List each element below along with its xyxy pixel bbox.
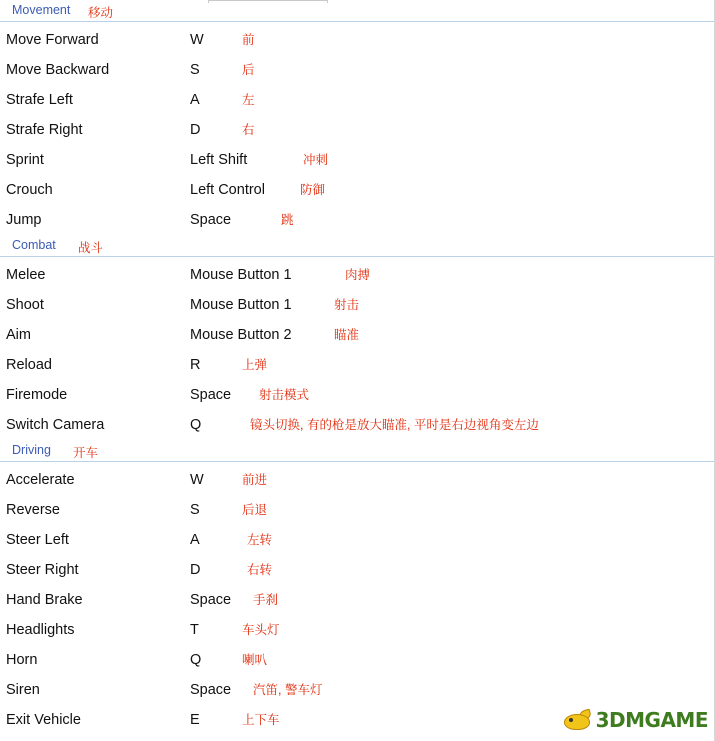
annotation-translation: 防御: [300, 183, 326, 197]
watermark: [562, 703, 708, 737]
keybinding-row[interactable]: [0, 145, 714, 175]
action-label: Sprint: [6, 152, 44, 168]
keybinding-row[interactable]: [0, 320, 714, 350]
keybinding-row[interactable]: [0, 465, 714, 495]
key-binding-value[interactable]: Q: [190, 652, 202, 668]
annotation-translation: 上弹: [242, 358, 268, 372]
keybinding-row[interactable]: [0, 525, 714, 555]
annotation-translation: 射击: [334, 298, 360, 312]
section-title: Movement: [12, 3, 71, 17]
annotation-translation: 前: [242, 33, 255, 47]
annotation-translation: 手刹: [253, 593, 279, 607]
keybinding-row[interactable]: [0, 350, 714, 380]
action-label: Hand Brake: [6, 592, 83, 608]
keybinding-row[interactable]: [0, 380, 714, 410]
key-binding-value[interactable]: Space: [190, 682, 232, 698]
action-label: Aim: [6, 327, 31, 343]
key-binding-value[interactable]: W: [190, 32, 204, 48]
section-divider: [0, 461, 714, 462]
annotation-translation: 前进: [242, 473, 268, 487]
keybinding-section: [0, 0, 714, 235]
action-label: Steer Left: [6, 532, 69, 548]
annotation-translation: 车头灯: [242, 623, 280, 637]
action-label: Shoot: [6, 297, 44, 313]
key-binding-value[interactable]: D: [190, 122, 201, 138]
key-binding-value[interactable]: Mouse Button 1: [190, 267, 292, 283]
fish-logo-icon: [562, 708, 592, 732]
annotation-translation: 肉搏: [345, 268, 371, 282]
annotation-translation: 后退: [242, 503, 268, 517]
annotation-translation: 右转: [247, 563, 273, 577]
keybinding-row[interactable]: [0, 175, 714, 205]
key-binding-value[interactable]: Mouse Button 2: [190, 327, 292, 343]
keybinding-row[interactable]: [0, 205, 714, 235]
keybinding-row[interactable]: [0, 55, 714, 85]
key-binding-value[interactable]: W: [190, 472, 204, 488]
annotation-translation: 汽笛, 警车灯: [253, 683, 323, 697]
section-title-translation: 移动: [88, 6, 114, 20]
section-title-translation: 战斗: [78, 241, 104, 255]
key-binding-value[interactable]: Left Shift: [190, 152, 248, 168]
annotation-translation: 冲刺: [303, 153, 329, 167]
key-binding-value[interactable]: S: [190, 62, 200, 78]
action-label: Horn: [6, 652, 38, 668]
keybinding-rows: [0, 257, 714, 440]
action-label: Melee: [6, 267, 46, 283]
action-label: Reverse: [6, 502, 60, 518]
section-divider: [0, 21, 714, 22]
section-header: [0, 0, 714, 22]
keybinding-section: [0, 440, 714, 735]
annotation-translation: 喇叭: [242, 653, 268, 667]
keybinding-row[interactable]: [0, 615, 714, 645]
key-binding-value[interactable]: Left Control: [190, 182, 265, 198]
key-binding-value[interactable]: E: [190, 712, 200, 728]
action-label: Switch Camera: [6, 417, 105, 433]
action-label: Firemode: [6, 387, 68, 403]
section-title: Combat: [12, 238, 56, 252]
key-binding-value[interactable]: S: [190, 502, 200, 518]
action-label: Strafe Left: [6, 92, 73, 108]
key-binding-value[interactable]: A: [190, 532, 200, 548]
key-binding-value[interactable]: Mouse Button 1: [190, 297, 292, 313]
keybinding-rows: [0, 22, 714, 235]
key-binding-value[interactable]: Q: [190, 417, 202, 433]
section-title-translation: 开车: [73, 446, 99, 460]
annotation-translation: 上下车: [242, 713, 280, 727]
annotation-translation: 镜头切换, 有的枪是放大瞄准, 平时是右边视角变左边: [250, 418, 539, 432]
keybinding-row[interactable]: [0, 645, 714, 675]
section-header: [0, 235, 714, 257]
keybinding-row[interactable]: [0, 495, 714, 525]
keybinding-row[interactable]: [0, 555, 714, 585]
keybinding-row[interactable]: [0, 675, 714, 705]
keybinding-row[interactable]: [0, 290, 714, 320]
keybinding-rows: [0, 462, 714, 735]
key-binding-value[interactable]: Space: [190, 212, 232, 228]
keybinding-row[interactable]: [0, 260, 714, 290]
key-binding-value[interactable]: Space: [190, 592, 232, 608]
key-binding-value[interactable]: R: [190, 357, 201, 373]
keybinding-row[interactable]: [0, 115, 714, 145]
annotation-translation: 跳: [281, 213, 294, 227]
key-binding-value[interactable]: A: [190, 92, 200, 108]
action-label: Move Forward: [6, 32, 99, 48]
key-binding-value[interactable]: Space: [190, 387, 232, 403]
key-binding-value[interactable]: T: [190, 622, 199, 638]
action-label: Exit Vehicle: [6, 712, 81, 728]
annotation-translation: 后: [242, 63, 255, 77]
action-label: Headlights: [6, 622, 75, 638]
action-label: Steer Right: [6, 562, 79, 578]
annotation-translation: 左: [242, 93, 255, 107]
section-title: Driving: [12, 443, 51, 457]
action-label: Siren: [6, 682, 40, 698]
action-label: Reload: [6, 357, 52, 373]
keybinding-row[interactable]: [0, 410, 714, 440]
keybinding-row[interactable]: [0, 25, 714, 55]
section-header: [0, 440, 714, 462]
action-label: Crouch: [6, 182, 53, 198]
annotation-translation: 右: [242, 123, 255, 137]
action-label: Jump: [6, 212, 42, 228]
section-divider: [0, 256, 714, 257]
keybinding-row[interactable]: [0, 585, 714, 615]
watermark-label: 3DMGAME: [595, 708, 708, 732]
key-binding-value[interactable]: D: [190, 562, 201, 578]
keybinding-row[interactable]: [0, 85, 714, 115]
annotation-translation: 左转: [247, 533, 273, 547]
action-label: Move Backward: [6, 62, 110, 78]
action-label: Strafe Right: [6, 122, 83, 138]
keybinding-section: [0, 235, 714, 440]
annotation-translation: 瞄准: [334, 328, 360, 342]
annotation-translation: 射击模式: [259, 388, 310, 402]
action-label: Accelerate: [6, 472, 75, 488]
